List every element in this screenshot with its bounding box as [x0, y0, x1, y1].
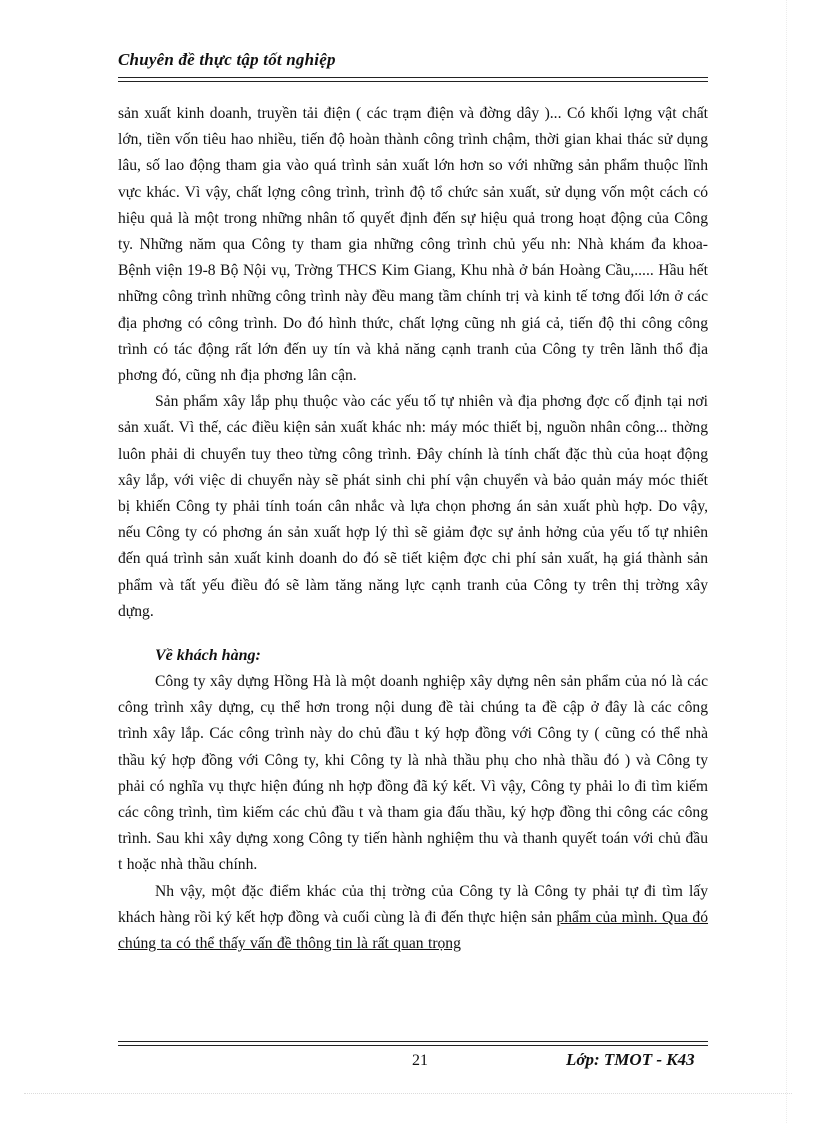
page-number: 21: [412, 1052, 428, 1069]
footer-rule-top: [118, 1041, 708, 1042]
paragraph-4: [118, 879, 708, 958]
header-title: Chuyên đề thực tập tốt nghiệp: [118, 50, 336, 69]
paragraph-1: sản xuất kinh doanh, truyền tải điện ( các trạm điện và đờng dây )... Có khối lợng vật chất lớn, tiền vốn tiêu hao nhiều, tiến độ hoàn thành công trình chậm, thời gian khai thác sử dụng lâu, số lao động tham gia vào quá trình sản xuất lớn hơn so với những sản phẩm thuộc lĩnh vực khác. Vì vậy, chất lợng công trình, trình độ tổ chức sản xuất, sử dụng vốn một cách có hiệu quả là một trong những nhân tố quyết định đến sự hiệu quả trong hoạt động của Công ty. Những năm qua Công ty tham gia những công trình chủ yếu nh: Nhà khám đa khoa- Bệnh viện 19-8 Bộ Nội vụ, Trờng THCS Kim Giang, Khu nhà ở bán Hoàng Cầu,..... Hầu hết những công trình những công trình này đều mang tầm chính trị và kinh tế tơng đối lớn ở các địa phơng có công trình. Do đó hình thức, chất lợng cũng nh giá cả, tiến độ thi công công trình có tác động rất lớn đến uy tín và khả năng cạnh tranh của Công ty trên lãnh thổ địa phơng đó, cũng nh địa phơng lân cận.: [118, 105, 708, 385]
page-right-edge: [786, 0, 787, 1123]
document-body: [118, 101, 708, 957]
footer-rule-bottom: [118, 1045, 708, 1046]
class-label: Lớp: TMOT - K43: [566, 1050, 695, 1069]
header-rule-top: [118, 77, 708, 78]
paragraph-4-underlined-text: phẩm của mình. Qua đó chúng ta có thể thấy vấn đề thông tin là rất quan trọng: [118, 908, 709, 953]
section-heading: Về khách hàng:: [155, 647, 261, 665]
paragraph-3: Công ty xây dựng Hồng Hà là một doanh nghiệp xây dựng nên sản phẩm của nó là các công trình xây dựng, cụ thể hơn trong nội dung đề tài chúng ta đề cập ở đây là các công trình xây lắp. Các công trình này do chủ đầu t ký hợp đồng với Công ty ( cũng có thể nhà thầu ký hợp đồng với Công ty, khi Công ty là nhà thầu phụ cho nhà thầu đó ) và Công ty phải có nghĩa vụ thực hiện đúng nh hợp đồng đã ký kết. Vì vậy, Công ty phải lo đi tìm kiếm các công trình, tìm kiếm các chủ đầu t và tham gia đấu thầu, ký hợp đồng thi công các công trình. Sau khi xây dựng xong Công ty tiến hành nghiệm thu và thanh quyết toán với chủ đầu t hoặc nhà thầu chính.: [118, 673, 708, 874]
section-gap: [118, 625, 708, 643]
header-rule-bottom: [118, 81, 708, 82]
paragraph-4-text: Nh vậy, một đặc điểm khác của thị trờng của Công ty là Công ty phải tự đi tìm lấy khách hàng rồi ký kết hợp đồng và cuối cùng là đi đến thực hiện sản: [118, 882, 708, 926]
page-bottom-edge: [24, 1093, 792, 1094]
paragraph-2: Sản phẩm xây lắp phụ thuộc vào các yếu tố tự nhiên và địa phơng đợc cố định tại nơi sản xuất. Vì thế, các điều kiện sản xuất khác nh: máy móc thiết bị, nguồn nhân công... thờng luôn phải di chuyển tuy theo từng công trình. Đây chính là tính chất đặc thù của hoạt động xây lắp, với việc di chuyển này sẽ phát sinh chi phí vận chuyển và bảo quản máy móc thiết bị khiến Công ty phải tính toán cân nhắc và lựa chọn phơng án sản xuất phù hợp. Do vậy, nếu Công ty có phơng án sản xuất hợp lý thì sẽ giảm đợc sự ảnh hởng của yếu tố tự nhiên đến quá trình sản xuất kinh doanh do đó sẽ tiết kiệm đợc chi phí sản xuất, hạ giá thành sản phẩm và tất yếu điều đó sẽ làm tăng năng lực cạnh tranh của Công ty trên thị trờng xây dựng.: [118, 393, 708, 620]
